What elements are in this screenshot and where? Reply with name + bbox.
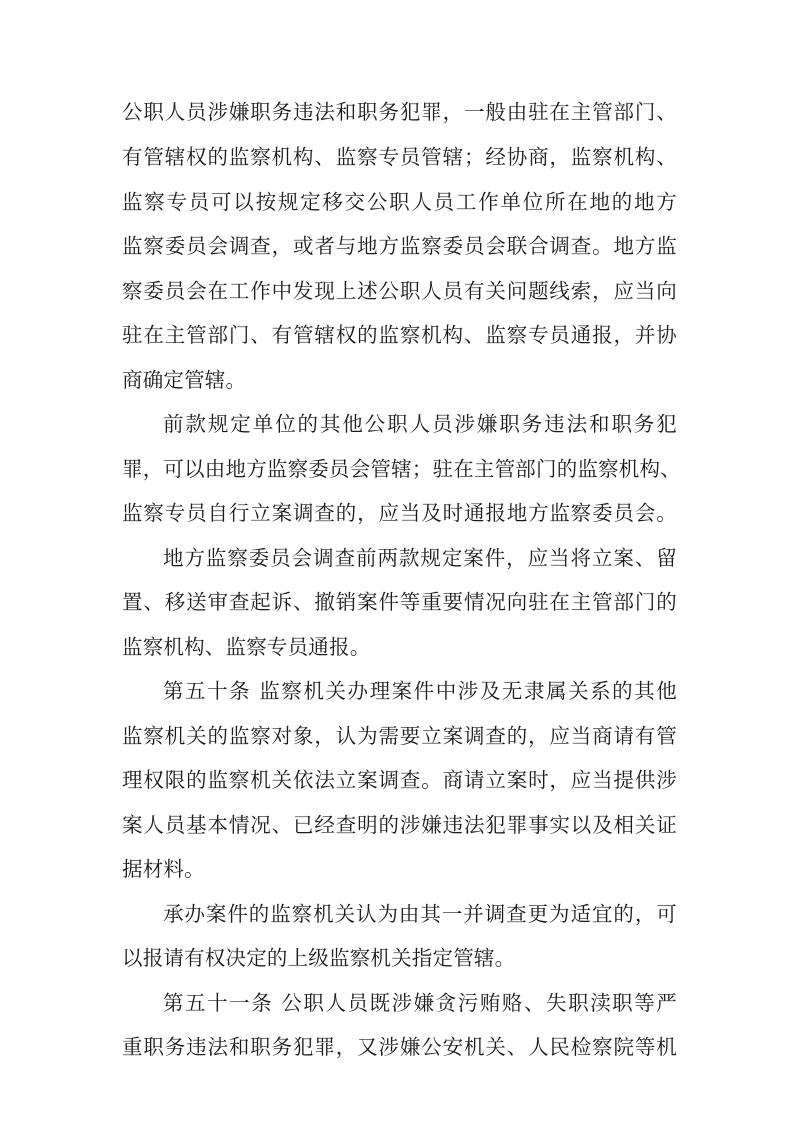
text-line: 据材料。: [122, 857, 205, 881]
text-line: 理权限的监察机关依法立案调查。商请立案时，应当提供涉: [122, 768, 677, 792]
text-line: 监察专员自行立案调查的，应当及时通报地方监察委员会。: [122, 501, 677, 525]
text-line: 置、移送审查起诉、撤销案件等重要情况向驻在主管部门的: [122, 590, 677, 614]
text-line: 驻在主管部门、有管辖权的监察机构、监察专员通报，并协: [122, 323, 677, 347]
text-line: 监察机关的监察对象，认为需要立案调查的，应当商请有管: [122, 724, 677, 748]
text-line: 监察机构、监察专员通报。: [122, 635, 371, 659]
text-line: 公职人员涉嫌职务违法和职务犯罪，一般由驻在主管部门、: [122, 100, 677, 124]
text-line: 承办案件的监察机关认为由其一并调查更为适宜的，可: [163, 902, 677, 926]
text-line: 重职务违法和职务犯罪，又涉嫌公安机关、人民检察院等机: [122, 1035, 677, 1059]
text-line: 察委员会在工作中发现上述公职人员有关问题线索，应当向: [122, 279, 677, 303]
text-line: 以报请有权决定的上级监察机关指定管辖。: [122, 946, 516, 970]
text-line: 前款规定单位的其他公职人员涉嫌职务违法和职务犯: [163, 412, 677, 436]
text-line: 监察委员会调查，或者与地方监察委员会联合调查。地方监: [122, 234, 677, 258]
text-line: 罪，可以由地方监察委员会管辖；驻在主管部门的监察机构、: [122, 457, 681, 481]
text-line: 案人员基本情况、已经查明的涉嫌违法犯罪事实以及相关证: [122, 813, 677, 837]
text-line: 商确定管辖。: [122, 368, 247, 392]
text-line: 地方监察委员会调查前两款规定案件，应当将立案、留: [163, 546, 677, 570]
article-51-first-line: 第五十一条 公职人员既涉嫌贪污贿赂、失职渎职等严: [163, 991, 677, 1015]
text-line: 监察专员可以按规定移交公职人员工作单位所在地的地方: [122, 190, 677, 214]
article-50-first-line: 第五十条 监察机关办理案件中涉及无隶属关系的其他: [163, 679, 677, 703]
text-line: 有管辖权的监察机构、监察专员管辖；经协商，监察机构、: [122, 145, 677, 169]
